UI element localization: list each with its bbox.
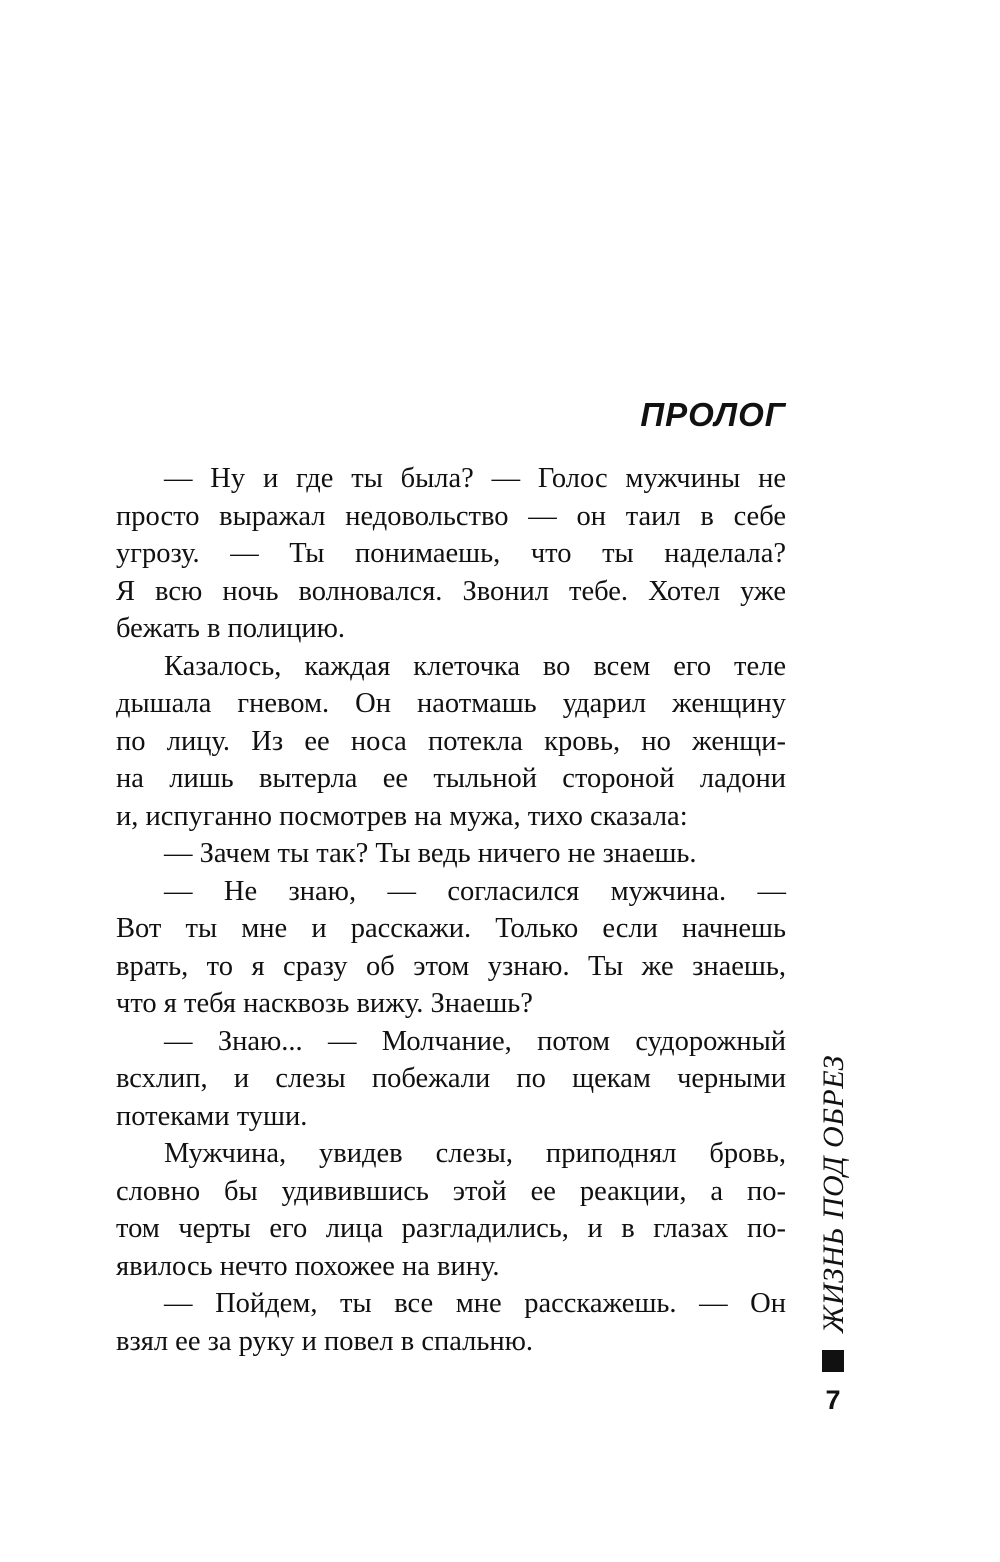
text-line: Вот ты мне и расскажи. Только если начнешь [116,913,786,944]
square-marker-icon [822,1350,844,1372]
running-title [808,1055,860,1333]
text-line: — Ну и где ты была? — Голос мужчины не [164,463,786,494]
text-line: взял ее за руку и повел в спальню. [116,1325,534,1357]
text-line: по лицу. Из ее носа потекла кровь, но женщи- [116,725,786,757]
page-number: 7 [825,1385,841,1415]
text-line: угрозу. — Ты понимаешь, что ты наделала? [116,538,786,569]
text-line: что я тебя насквозь вижу. Знаешь? [116,988,533,1019]
text-line: — Зачем ты так? Ты ведь ничего не знаешь. [164,838,697,869]
text-line: всхлип, и слезы побежали по щекам черными [116,1063,786,1094]
chapter-title: ПРОЛОГ [640,396,786,433]
body-text [116,460,786,1360]
text-line: — Знаю... — Молчание, потом судорожный [164,1025,786,1057]
text-line: бежать в полицию. [116,613,346,644]
text-line: дышала гневом. Он наотмашь ударил женщину [116,688,786,719]
text-line: Мужчина, увидев слезы, приподнял бровь, [164,1138,786,1169]
text-line: том черты его лица разгладились, и в глазах по- [116,1213,786,1244]
text-line: явилось нечто похожее на вину. [116,1250,500,1282]
text-line: словно бы удивившись этой ее реакции, а по- [116,1175,786,1207]
text-line: Я всю ночь волновался. Звонил тебе. Хотел уже [116,575,786,607]
text-line: потеками туши. [116,1100,308,1132]
text-line: и, испуганно посмотрев на мужа, тихо сказала: [116,800,688,832]
running-title-text: ЖИЗНЬ ПОД ОБРЕЗ [817,1055,850,1333]
text-line: просто выражал недовольство — он таил в себе [116,500,786,532]
text-line: на лишь вытерла ее тыльной стороной ладони [116,763,786,794]
text-line: — Не знаю, — согласился мужчина. — [164,875,786,907]
text-line: Казалось, каждая клеточка во всем его теле [164,650,786,682]
text-line: врать, то я сразу об этом узнаю. Ты же знаешь, [116,950,786,982]
text-line: — Пойдем, ты все мне расскажешь. — Он [164,1288,786,1319]
